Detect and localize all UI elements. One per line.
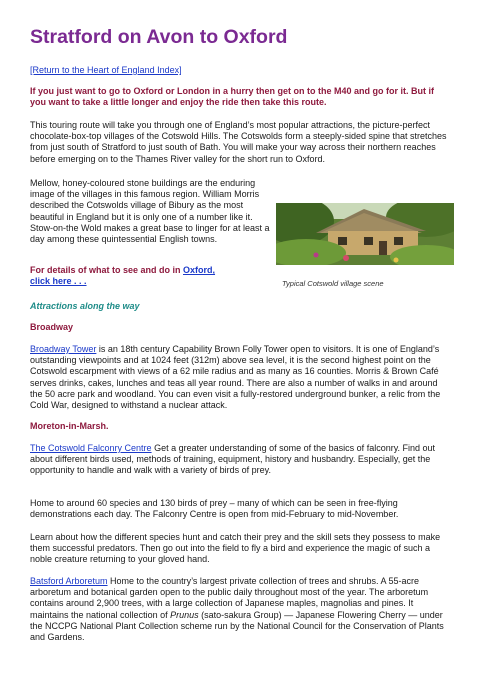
heart-of-england-index-link[interactable]: [Return to the Heart of England Index]: [30, 65, 182, 75]
batsford-text-2: (sato-sakura Group) — Japanese Flowering Cherry — under the NCCPG National Plant Collection scheme run by the National Council for the Conservation of Plants and Gardens.: [30, 609, 444, 643]
falconry-paragraph: [30, 443, 450, 477]
batsford-text-1: Home to the country’s largest private collection of trees and shrubs. A 55-acre arboretum and botanical garden open to the public daily throughout most of the year. The arboretum contains around 2,900 trees, with a large collection of Japanese maples, magnolias and pines. It maintains the national collection of: [30, 576, 429, 620]
broadway-paragraph: [30, 344, 450, 411]
village-scene-image: [276, 203, 454, 265]
oxford-link[interactable]: Oxford,: [183, 265, 216, 275]
attractions-heading: Attractions along the way: [30, 301, 140, 311]
cotswold-falconry-link[interactable]: The Cotswold Falconry Centre: [30, 443, 152, 453]
route-paragraph: This touring route will take you through one of England’s most popular attractions, the picture-perfect chocolate-box-top villages of the Cotswold Hills. The Cotswolds form a steeply-sided spine that stretches from just south of Stratford to just south of Bath. You will make your way across their northern reaches before emerging on to the Thames River valley for the short run to Oxford.: [30, 120, 447, 164]
page-title: Stratford on Avon to Oxford: [30, 26, 288, 48]
moreton-heading-text: Moreton-in-Marsh: [30, 421, 106, 431]
cotswold-village-photo: [276, 203, 454, 265]
batsford-arboretum-link[interactable]: Batsford Arboretum: [30, 576, 108, 586]
oxford-click-here-link[interactable]: click here . . .: [30, 276, 87, 287]
index-link-line: [30, 65, 450, 76]
oxford-cta-prefix: For details of what to see and do in: [30, 265, 184, 275]
image-caption: Typical Cotswold village scene: [282, 279, 384, 288]
falconry-text: Get a greater understanding of some of the basics of falconry. Find out about different birds used, methods of training, equipment, history and husbandry. Especially, get the opportunity to handle and walk with a variety of birds of prey.: [30, 443, 436, 476]
broadway-text: is an 18th century Capability Brown Folly Tower open to visitors. It is one of England’s outstanding viewpoints and at 1024 feet (312m) above sea level, it is the second highest point on the Cotswold escarpment with views of a 62 mile radius and as many as 16 counties. Morris & Brown Café serves drinks, cakes, lunches and teas all year round. There are also a number of walks in and around the 50 acre park and woodland. You can even visit a fully-restored underground bunker, a relic from the Cold War, designed to withstand a nuclear attack.: [30, 344, 441, 411]
moreton-heading-suffix: .: [106, 421, 109, 431]
broadway-heading: Broadway: [30, 322, 74, 332]
broadway-tower-link[interactable]: Broadway Tower: [30, 344, 97, 354]
moreton-heading: [30, 421, 450, 432]
oxford-cta: [30, 265, 270, 287]
prunus-italic: Prunus: [170, 609, 199, 620]
species-paragraph: Home to around 60 species and 130 birds of prey – many of which can be seen in free-flying demonstrations each day. The Falconry Centre is open from mid-February to mid-November.: [30, 498, 399, 520]
batsford-paragraph: [30, 576, 450, 643]
intro-paragraph: If you just want to go to Oxford or London in a hurry then get on to the M40 and go for it. But if you want to take a little longer and enjoy the ride then take this route.: [30, 86, 434, 108]
hunt-paragraph: Learn about how the different species hunt and catch their prey and the skill sets they possess to make them successful predators. Then go out into the field to fly a bird and experience the magic of such a noble creature returning to your gloved hand.: [30, 532, 441, 565]
cotswold-paragraph: Mellow, honey-coloured stone buildings are the enduring image of the villages in this famous region. William Morris described the Cotswolds village of Bibury as the most beautiful in England but it is only one of a number like it. Stow-on-the Wold makes a great base to linger for at least a day among these quintessential English towns.: [30, 178, 270, 245]
